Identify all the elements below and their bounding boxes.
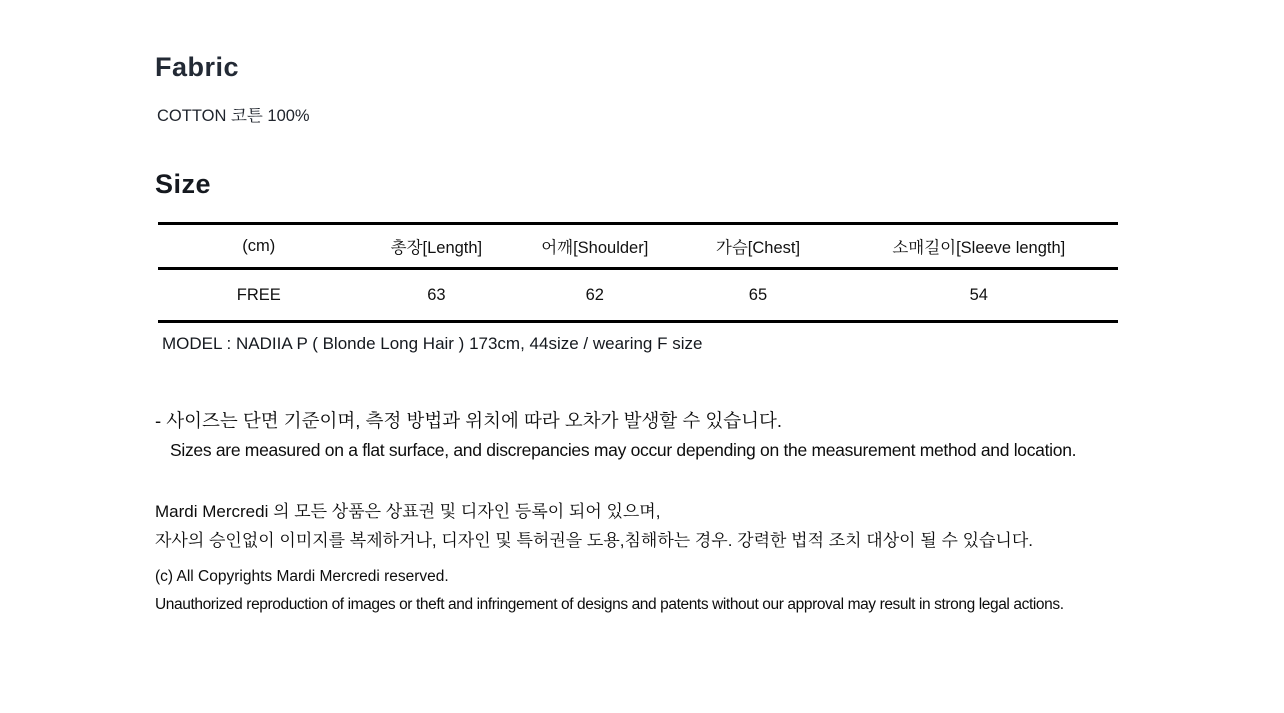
copyright-notice-line1: (c) All Copyrights Mardi Mercredi reserved. — [155, 568, 449, 585]
fabric-section-title: Fabric — [155, 52, 240, 82]
size-table-header-unit: (cm) — [242, 236, 276, 255]
fabric-composition-text: COTTON 코튼 100% — [157, 107, 310, 125]
size-note-korean: - 사이즈는 단면 기준이며, 측정 방법과 위치에 따라 오차가 발생할 수 있습니다. — [155, 410, 782, 431]
size-table-header-shoulder: 어깨[Shoulder] — [541, 239, 649, 257]
size-section-title: Size — [155, 169, 212, 199]
size-table-header-chest: 가슴[Chest] — [715, 239, 801, 257]
trademark-notice-korean-line1: Mardi Mercredi 의 모든 상품은 상표권 및 디자인 등록이 되어 있으며, — [155, 502, 661, 521]
size-cell-name: FREE — [236, 285, 281, 304]
size-note-english: Sizes are measured on a flat surface, and discrepancies may occur depending on the measurement method and location. — [170, 440, 1077, 460]
model-info-text: MODEL : NADIIA P ( Blonde Long Hair ) 173cm, 44size / wearing F size — [162, 334, 703, 353]
size-cell-shoulder: 62 — [585, 285, 604, 304]
size-cell-sleeve: 54 — [969, 285, 988, 304]
size-cell-length: 63 — [427, 285, 446, 304]
size-table-row-free — [158, 269, 1118, 322]
size-table-header-length: 총장[Length] — [390, 239, 483, 257]
trademark-notice-korean-line2: 자사의 승인없이 이미지를 복제하거나, 디자인 및 특허권을 도용,침해하는 경우. 강력한 법적 조치 대상이 될 수 있습니다. — [155, 531, 1033, 550]
size-table — [158, 222, 1118, 323]
size-table-header-row — [158, 224, 1118, 269]
size-table-header-sleeve: 소매길이[Sleeve length] — [892, 239, 1066, 257]
size-cell-chest: 65 — [748, 285, 768, 304]
copyright-notice-line2: Unauthorized reproduction of images or theft and infringement of designs and patents without our approval may result in strong legal actions. — [155, 596, 1064, 613]
